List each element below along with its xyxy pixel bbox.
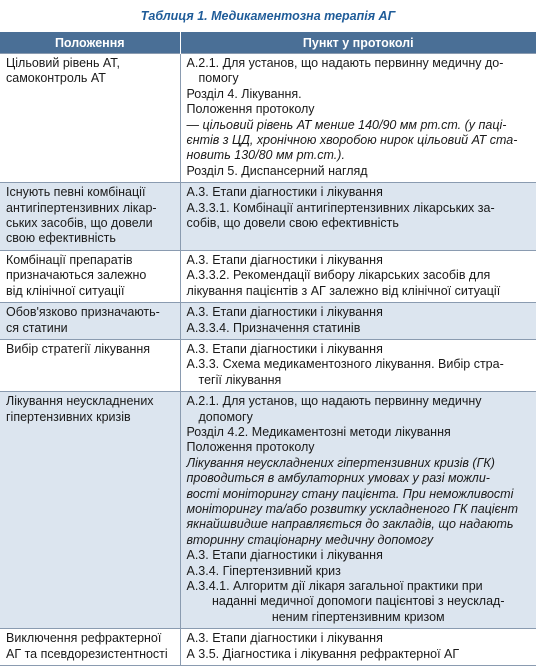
provision-line: самоконтроль АТ <box>6 71 106 86</box>
provision-line: ських засобів, що довели <box>6 216 153 231</box>
protocol-line: Розділ 5. Диспансерний нагляд <box>186 163 368 178</box>
provision-line: призначаються залежно <box>6 268 147 283</box>
therapy-table <box>0 32 536 666</box>
table-body <box>0 54 536 666</box>
protocol-line: А.3.4. Гіпертензивний криз <box>186 563 341 578</box>
provision-cell <box>0 250 180 302</box>
protocol-line: А.3.3.4. Призначення статинів <box>186 320 361 335</box>
protocol-line: А 3.5. Діагностика і лікування рефрактерної АГ <box>186 646 460 661</box>
provision-cell <box>0 183 180 251</box>
protocol-cell <box>180 629 536 666</box>
protocol-line: А.3.3.1. Комбінації антигіпертензивних лікарських за- <box>186 200 495 215</box>
protocol-line: А.2.1. Для установ, що надають первинну медичну до- <box>186 56 504 70</box>
protocol-line: Розділ 4.2. Медикаментозні методи лікування <box>186 424 451 439</box>
protocol-line: моніторингу та/або розвитку ускладненого ГК пацієнт <box>186 501 519 516</box>
protocol-line: допомогу <box>198 409 253 424</box>
protocol-line: Розділ 4. Лікування. <box>186 86 302 101</box>
protocol-line: лікування пацієнтів з АГ залежно від клінічної ситуації <box>186 283 501 298</box>
provision-cell <box>0 629 180 666</box>
provision-line: свою ефективність <box>6 231 116 246</box>
protocol-line: А.3. Етапи діагностики і лікування <box>186 185 383 200</box>
protocol-cell <box>180 392 536 629</box>
provision-line: Лікування неускладнених <box>6 394 154 409</box>
protocol-line: А.3.3. Схема медикаментозного лікування. Вибір стра- <box>186 357 504 372</box>
protocol-line: А.2.1. Для установ, що надають первинну медичну <box>186 394 482 409</box>
table-row <box>0 629 536 666</box>
protocol-line: єнтів з ЦД, хронічною хворобою нирок цільовий АТ ста- <box>186 133 518 148</box>
protocol-line: новить 130/80 мм рт.ст.). <box>186 148 345 163</box>
protocol-line: А.3.4.1. Алгоритм дії лікаря загальної практики при <box>186 579 483 593</box>
provision-cell <box>0 339 180 391</box>
provision-cell <box>0 54 180 183</box>
protocol-line: А.3. Етапи діагностики і лікування <box>186 252 383 267</box>
protocol-line: тегії лікування <box>198 372 282 387</box>
provision-line: ся статини <box>6 320 68 335</box>
provision-line: Комбінації препаратів <box>6 252 133 267</box>
provision-line: АГ та псевдорезистентності <box>6 646 168 661</box>
protocol-cell <box>180 339 536 391</box>
table-header-row <box>0 32 536 54</box>
protocol-line: проводиться в амбулаторних умовах у разі можли- <box>186 471 490 486</box>
provision-line: Обов'язково призначають- <box>6 305 160 320</box>
table-row <box>0 183 536 251</box>
header-protocol-item: Пункт у протоколі <box>180 32 536 54</box>
provision-cell <box>0 392 180 629</box>
protocol-line: вості моніторингу стану пацієнта. При неможливості <box>186 486 514 501</box>
protocol-line: Лікування неускладнених гіпертензивних кризів (ГК) <box>186 455 495 470</box>
provision-line: Виключення рефрактерної <box>6 631 162 646</box>
table-row <box>0 392 536 629</box>
protocol-cell <box>180 250 536 302</box>
protocol-line: А.3. Етапи діагностики і лікування <box>186 548 383 563</box>
table-row <box>0 339 536 391</box>
provision-line: антигіпертензивних лікар- <box>6 200 157 215</box>
provision-line: Існують певні комбінації <box>6 185 146 200</box>
provision-line: гіпертензивних кризів <box>6 409 131 424</box>
protocol-line: собів, що довели свою ефективність <box>186 216 399 231</box>
protocol-line: А.3. Етапи діагностики і лікування <box>186 631 383 646</box>
protocol-cell <box>180 54 536 183</box>
protocol-cell <box>180 183 536 251</box>
provision-line: від клінічної ситуації <box>6 283 125 298</box>
protocol-cell <box>180 303 536 340</box>
table-row <box>0 250 536 302</box>
protocol-line: наданні медичної допомоги пацієнтові з неусклад- <box>212 594 505 609</box>
provision-cell <box>0 303 180 340</box>
provision-line: Цільовий рівень АТ, <box>6 56 121 70</box>
header-provision: Положення <box>0 32 180 54</box>
provision-line: Вибір стратегії лікування <box>6 341 151 356</box>
protocol-line: помогу <box>198 71 239 86</box>
table-row <box>0 54 536 183</box>
table-caption: Таблиця 1. Медикаментозна терапія АГ <box>140 9 396 23</box>
protocol-line: Положення протоколу <box>186 102 315 117</box>
protocol-line: неним гіпертензивним кризом <box>271 609 445 624</box>
table-row <box>0 303 536 340</box>
protocol-line: Положення протоколу <box>186 440 315 455</box>
protocol-line: А.3. Етапи діагностики і лікування <box>186 341 383 356</box>
protocol-line: вторинну стаціонарну медичну допомогу <box>186 532 434 547</box>
protocol-line: А.3.3.2. Рекомендації вибору лікарських засобів для <box>186 268 491 283</box>
protocol-line: якнайшвидше направляється до закладів, що надають <box>186 517 514 532</box>
protocol-line: А.3. Етапи діагностики і лікування <box>186 305 383 320</box>
protocol-line: — цільовий рівень АТ менше 140/90 мм рт.ст. (у паці- <box>186 117 507 132</box>
